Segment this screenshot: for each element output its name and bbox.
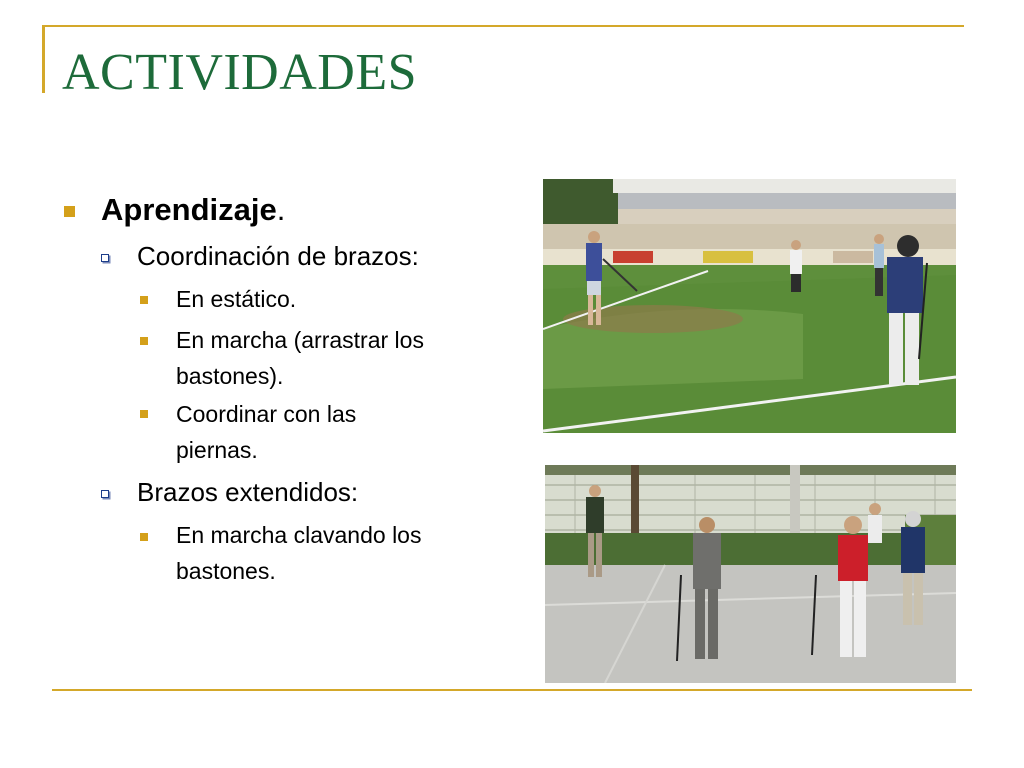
small-square-bullet-icon bbox=[140, 410, 148, 418]
filled-square-bullet-icon bbox=[64, 206, 75, 217]
slide-title: ACTIVIDADES bbox=[62, 44, 418, 101]
bullet-level1 bbox=[101, 191, 285, 229]
bullet-level1-suffix: . bbox=[276, 192, 286, 227]
footer-rule bbox=[52, 689, 972, 691]
photo-paved-court bbox=[545, 465, 956, 683]
bullet-list bbox=[0, 0, 530, 620]
small-square-bullet-icon bbox=[140, 533, 148, 541]
bullet-group1-item: Coordinar con las piernas. bbox=[176, 401, 357, 463]
hollow-square-bullet-icon bbox=[101, 254, 109, 262]
small-square-bullet-icon bbox=[140, 296, 148, 304]
bullet-group2-item: En marcha clavando los bastones. bbox=[176, 522, 422, 584]
bullet-group2-label: Brazos extendidos: bbox=[137, 477, 359, 507]
bullet-group1-label: Coordinación de brazos: bbox=[137, 241, 419, 271]
hollow-square-bullet-icon bbox=[101, 490, 109, 498]
bullet-level1-strong: Aprendizaje bbox=[101, 192, 277, 227]
photo-stadium-field bbox=[543, 179, 956, 433]
bullet-group1-item: En estático. bbox=[176, 286, 297, 312]
bullet-group1-item: En marcha (arrastrar los bastones). bbox=[176, 327, 424, 389]
small-square-bullet-icon bbox=[140, 337, 148, 345]
